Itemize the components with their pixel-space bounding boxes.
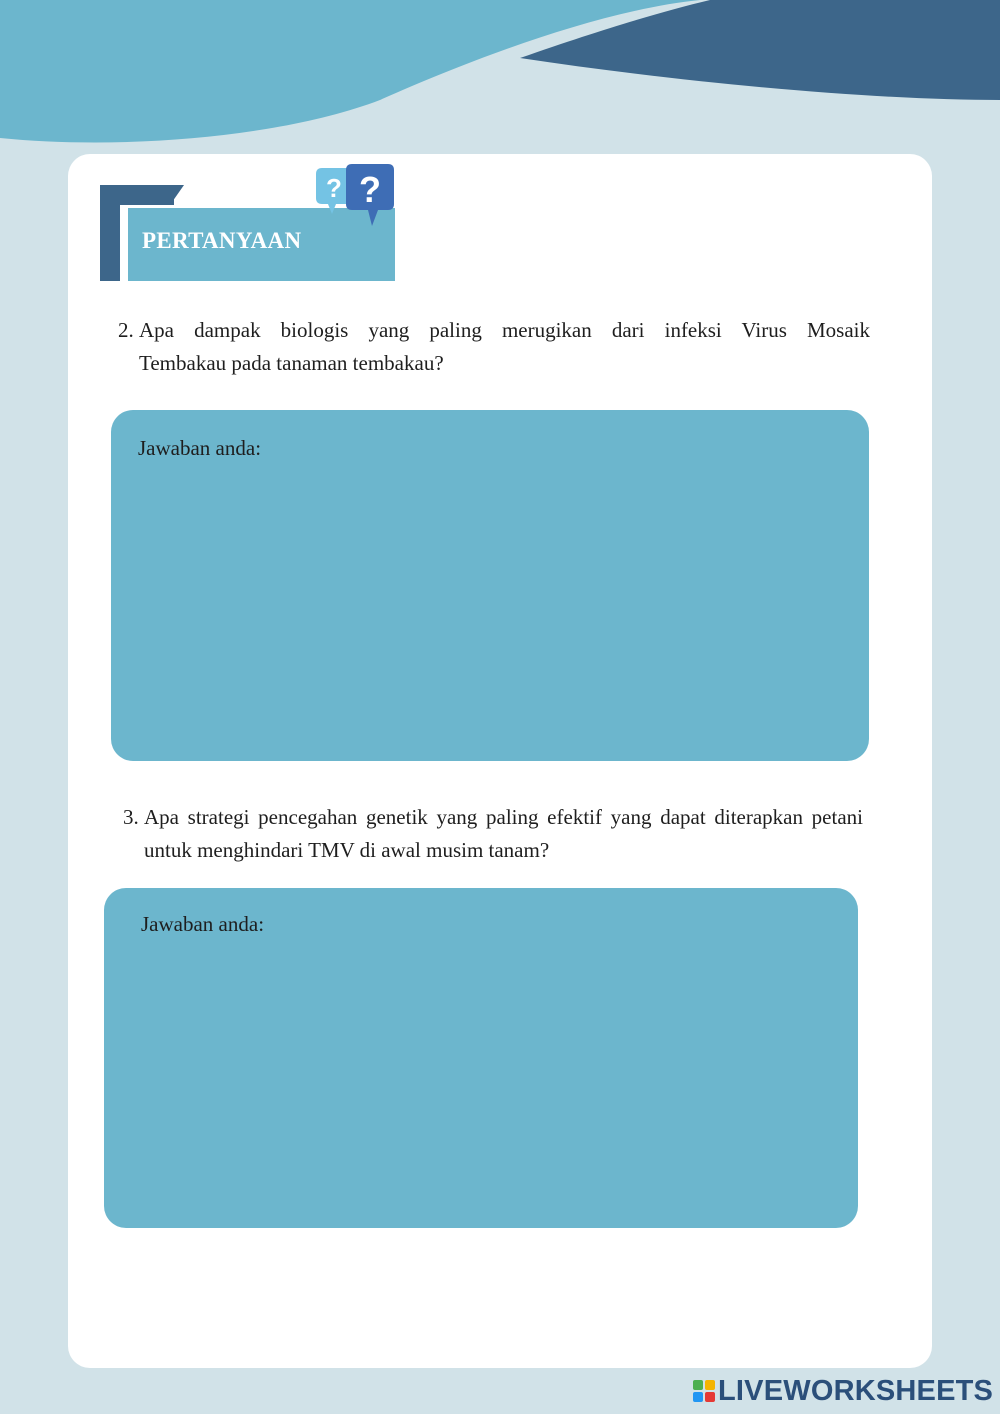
answer-box-question-2[interactable] <box>111 410 869 761</box>
header-bracket-horizontal <box>100 185 174 205</box>
liveworksheets-brand[interactable] <box>693 1374 993 1408</box>
question-text <box>139 314 870 380</box>
question-3 <box>123 801 863 867</box>
svg-text:?: ? <box>359 169 381 210</box>
answer-box-question-3[interactable] <box>104 888 858 1228</box>
answer-label: Jawaban anda: <box>141 912 265 936</box>
section-title: PERTANYAAN <box>142 228 302 253</box>
light-wave-shape <box>0 0 700 142</box>
brand-name: LIVEWORKSHEETS <box>718 1374 994 1407</box>
question-bubbles-icon <box>312 164 398 230</box>
question-number: 3. <box>123 805 139 829</box>
answer-label: Jawaban anda: <box>138 436 262 460</box>
header-bracket-tip <box>170 185 184 205</box>
question-number: 2. <box>118 318 134 342</box>
liveworksheets-logo-icon <box>693 1380 715 1402</box>
header-wave-decoration <box>0 0 1000 160</box>
question-text-line-1: Apa dampak biologis yang paling merugikan dari infeksi Virus Mosaik <box>139 318 870 342</box>
question-2 <box>118 314 870 380</box>
question-text-line-2: Tembakau pada tanaman tembakau? <box>139 351 444 375</box>
svg-text:?: ? <box>326 173 342 203</box>
question-text: Apa strategi pencegahan genetik yang paling efektif yang dapat diterapkan petani untuk menghindari TMV di awal musim tanam? <box>144 805 863 862</box>
